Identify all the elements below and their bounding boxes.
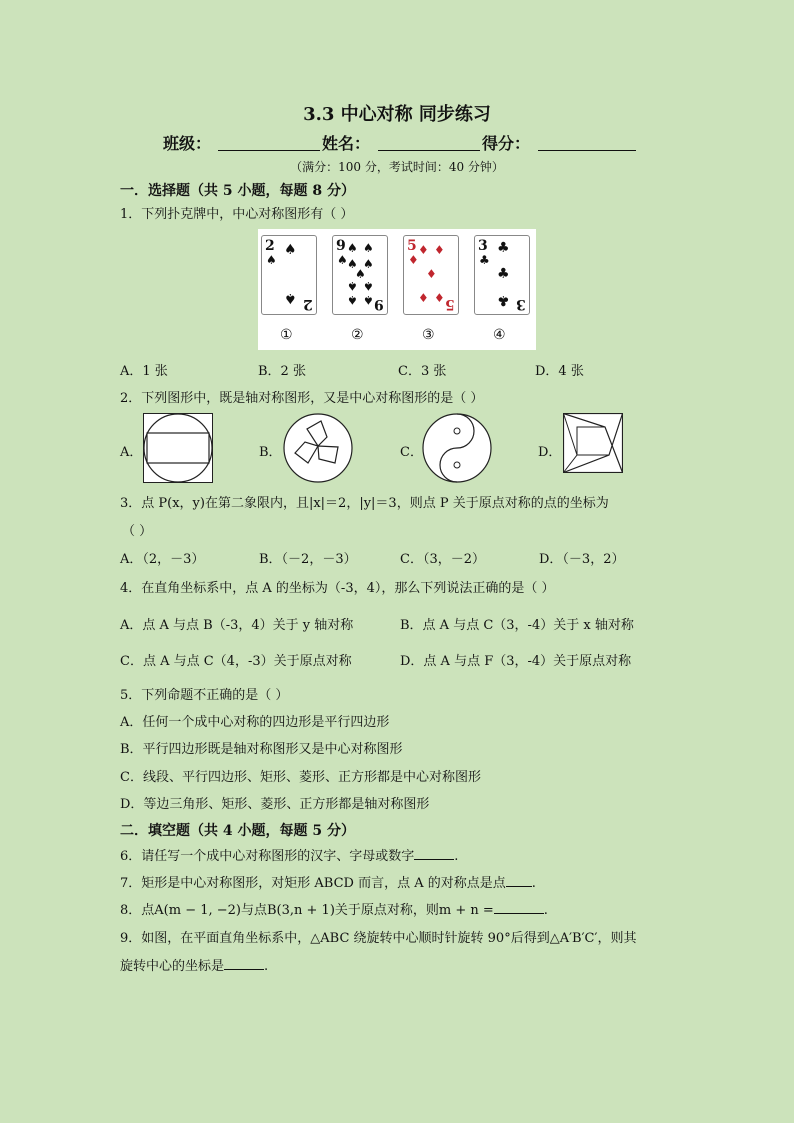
playing-cards-figure (258, 229, 536, 350)
diamond-icon: ♦ (426, 267, 437, 281)
yin-yang-figure (422, 413, 492, 483)
question-1-text: 1．下列扑克牌中，中心对称图形有（ ） (120, 207, 354, 222)
q5-option-b[interactable]: B．平行四边形既是轴对称图形又是中心对称图形 (120, 742, 403, 757)
section-fill-heading: 二．填空题（共 4 小题，每题 5 分） (120, 823, 355, 839)
q2-option-c[interactable]: C． (400, 445, 423, 460)
q3-option-d[interactable]: D．（－3，2） (539, 552, 625, 567)
score-label: 得分： (482, 134, 531, 153)
question-4-text: 4．在直角坐标系中，点 A 的坐标为（-3，4），那么下列说法正确的是（ ） (120, 581, 555, 596)
spade-icon: ♠ (347, 241, 358, 255)
question-3-text: 3．点 P(x，y)在第二象限内，且|x|＝2，|y|＝3，则点 P 关于原点对称的点的坐标为 (120, 496, 609, 511)
question-6-line (120, 845, 458, 864)
q4-option-c[interactable]: C．点 A 与点 C（4，-3）关于原点对称 (120, 654, 352, 669)
q5-option-a[interactable]: A．任何一个成中心对称的四边形是平行四边形 (120, 715, 390, 730)
card-rank: 3 (478, 238, 488, 254)
spade-icon: ♠ (355, 267, 366, 281)
question-9-text2: 旋转中心的坐标是 (120, 959, 225, 974)
diamond-icon: ♦ (418, 243, 429, 257)
card-5-diamonds (403, 235, 459, 315)
three-blade-figure (283, 413, 353, 483)
q3-option-c[interactable]: C．（3，－2） (400, 552, 485, 567)
club-icon: ♣ (497, 292, 510, 308)
class-label: 班级： (163, 134, 212, 153)
club-icon: ♣ (479, 253, 490, 267)
club-icon: ♣ (497, 240, 510, 256)
spade-icon: ♠ (284, 290, 297, 306)
q2-option-d[interactable]: D． (538, 445, 562, 460)
spade-icon: ♠ (363, 279, 374, 293)
q4-option-a[interactable]: A．点 A 与点 B（-3，4）关于 y 轴对称 (120, 618, 354, 633)
question-6-text: 6．请任写一个成中心对称图形的汉字、字母或数字 (120, 849, 415, 864)
question-7-line (120, 872, 536, 891)
question-3-paren: （ ） (122, 524, 153, 539)
q6-answer-blank[interactable] (414, 847, 454, 860)
question-9-line2 (120, 955, 268, 974)
q1-option-c[interactable]: C．3 张 (398, 364, 447, 379)
card-rank: 9 (336, 238, 346, 254)
card-label-1: ① (280, 327, 293, 343)
spade-icon: ♠ (347, 293, 358, 307)
name-blank[interactable] (378, 150, 480, 151)
square-pinwheel-figure (563, 413, 623, 473)
q7-answer-blank[interactable] (506, 874, 532, 887)
q5-option-d[interactable]: D．等边三角形、矩形、菱形、正方形都是轴对称图形 (120, 797, 430, 812)
question-7-text: 7．矩形是中心对称图形，对矩形 ABCD 而言，点 A 的对称点是点 (120, 876, 506, 891)
card-label-4: ④ (493, 327, 506, 343)
diamond-icon: ♦ (408, 253, 419, 267)
exam-subtitle: （满分：100 分，考试时间：40 分钟） (290, 160, 504, 174)
q3-option-b[interactable]: B．（－2，－3） (259, 552, 357, 567)
card-rank: 2 (265, 238, 275, 254)
diamond-icon: ♦ (434, 243, 445, 257)
q5-option-c[interactable]: C．线段、平行四边形、矩形、菱形、正方形都是中心对称图形 (120, 770, 481, 785)
q8-tail: . (543, 903, 548, 918)
card-3-clubs (474, 235, 530, 315)
question-9-text: 9．如图，在平面直角坐标系中，△ABC 绕旋转中心顺时针旋转 90°后得到△A′B′C′，则其 (120, 931, 637, 946)
card-2-spades (261, 235, 317, 315)
spade-icon: ♠ (347, 279, 358, 293)
name-label: 姓名： (322, 134, 371, 153)
q3-option-a[interactable]: A．（2，－3） (120, 552, 205, 567)
section-choice-heading: 一．选择题（共 5 小题，每题 8 分） (120, 183, 355, 199)
circle-rectangle-figure (143, 413, 213, 483)
spade-icon: ♠ (363, 293, 374, 307)
q9-answer-blank[interactable] (224, 957, 264, 970)
spade-icon: ♠ (347, 257, 358, 271)
q4-option-b[interactable]: B．点 A 与点 C（3，-4）关于 x 轴对称 (400, 618, 634, 633)
page-title: 3.3 中心对称 同步练习 (303, 104, 491, 125)
club-icon: ♣ (497, 266, 510, 282)
card-rank: 5 (407, 238, 417, 254)
card-rank: 3 (516, 296, 526, 312)
spade-icon: ♠ (363, 241, 374, 255)
question-8-line (120, 899, 548, 918)
q8-answer-blank[interactable] (494, 901, 544, 914)
q4-option-d[interactable]: D．点 A 与点 F（3，-4）关于原点对称 (400, 654, 632, 669)
card-rank: 5 (445, 296, 455, 312)
card-rank: 2 (303, 296, 313, 312)
q2-option-a[interactable]: A． (120, 445, 143, 460)
q1-option-a[interactable]: A．1 张 (120, 364, 168, 379)
spade-icon: ♠ (284, 242, 297, 258)
spade-icon: ♠ (266, 253, 277, 267)
card-rank: 9 (374, 296, 384, 312)
card-label-3: ③ (422, 327, 435, 343)
q2-option-b[interactable]: B． (259, 445, 282, 460)
question-8-text: 8．点A(m − 1, −2)与点B(3,n + 1)关于原点对称，则m + n = (120, 903, 494, 918)
q6-tail: . (454, 849, 459, 864)
diamond-icon: ♦ (418, 291, 429, 305)
q1-option-b[interactable]: B．2 张 (258, 364, 306, 379)
question-5-text: 5．下列命题不正确的是（ ） (120, 688, 289, 703)
spade-icon: ♠ (363, 257, 374, 271)
q7-tail: . (531, 876, 536, 891)
card-label-2: ② (351, 327, 364, 343)
score-blank[interactable] (538, 150, 636, 151)
class-blank[interactable] (218, 150, 320, 151)
diamond-icon: ♦ (434, 291, 445, 305)
q9-tail: . (264, 959, 269, 974)
question-2-text: 2．下列图形中，既是轴对称图形，又是中心对称图形的是（ ） (120, 391, 484, 406)
card-9-spades (332, 235, 388, 315)
spade-icon: ♠ (337, 253, 348, 267)
q1-option-d[interactable]: D．4 张 (535, 364, 584, 379)
